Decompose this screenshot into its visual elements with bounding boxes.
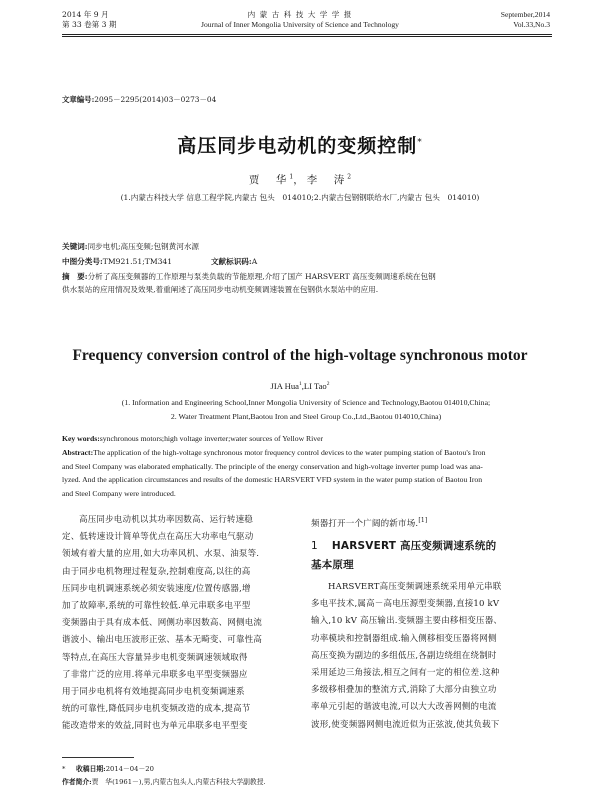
running-header-right — [501, 10, 550, 30]
keywords-en-value: synchronous motors;high voltage inverter;water sources of Yellow River — [99, 434, 324, 443]
body-column-right — [311, 512, 551, 734]
body-line: 统的可靠性,降低同步电机变频改造的成本,提高节 — [62, 704, 251, 715]
header-volume-cn: 第 33 卷第 3 期 — [62, 20, 117, 29]
body-line: 定、低转速设计简单等优点在高压大功率电气驱动 — [62, 532, 254, 543]
journal-name-en: Journal of Inner Mongolia University of Science and Technology — [201, 20, 399, 29]
body-line: HARSVERT高压变频调速系统采用单元串联 — [328, 582, 502, 593]
article-number-label: 文章编号: — [62, 95, 95, 104]
header-rule-thin — [62, 36, 552, 37]
body-line — [311, 512, 551, 533]
article-number — [62, 94, 216, 105]
abstract-en-line-3: lyzed. And the application circumstances and results of the domestic HARSVERT VFD system in the water pump station of Baotou Iron — [62, 475, 483, 484]
citation-ref: [1] — [418, 517, 428, 524]
body-line: 高压变换为副边的多组低压,各副边绕组在绕制时 — [311, 650, 497, 661]
footnote-star: * — [62, 765, 66, 773]
body-line: 多电平技术,属高－高电压源型变频器,直接10 kV — [311, 599, 500, 610]
abstract-en-line-1: The application of the high-voltage synchronous motor frequency control devices to the water pumping station of Baotou's Iron — [93, 448, 486, 457]
received-value: 2014－04－20 — [105, 765, 154, 773]
footnote-received — [62, 764, 154, 775]
journal-name-cn: 内 蒙 古 科 技 大 学 学 报 — [247, 10, 353, 19]
clc-value: TM921.51;TM341 — [102, 257, 173, 266]
body-line: 能改造带来的效益,同时也为单元串联多电平型变 — [62, 721, 248, 732]
body-line: 了非常广泛的应用.将单元串联多电平型变频器应 — [62, 669, 248, 680]
title-footnote-mark: * — [417, 137, 423, 148]
affiliation-en-line-2: 2. Water Treatment Plant,Baotou Iron and Steel Group Co.,Ltd.,Baotou 014010,China) — [170, 412, 442, 421]
abstract-en — [62, 446, 550, 500]
body-line: 用于同步电机将有效地提高同步电机变频调速系 — [62, 687, 245, 698]
affiliation-en-line-1: (1. Information and Engineering School,Inner Mongolia University of Science and Technology,Baotou 014010,China; — [121, 398, 491, 407]
body-line: 变频器由于具有成本低、网侧功率因数高、网侧电流 — [62, 618, 263, 629]
authors-en — [0, 381, 600, 391]
body-line: 波形,使变频器网侧电流近似为正弦波,使其负载下 — [311, 719, 500, 730]
article-number-value: 2095－2295(2014)03－0273－04 — [94, 95, 217, 104]
body-line: 多级移相叠加的整流方式,消除了大部分由独立功 — [311, 685, 497, 696]
received-label: 收稿日期: — [76, 765, 106, 773]
keywords-cn-value: 同步电机;高压变频;包钢黄河水源 — [87, 242, 200, 251]
abstract-en-line-2: and Steel Company was elaborated emphatically. The principle of the energy conservation and high-voltage inverter pump load was ana- — [62, 461, 483, 471]
body-line: 高压同步电动机以其功率因数高、运行转速稳 — [79, 515, 254, 525]
paper-title-cn — [0, 131, 600, 158]
body-line: 谐波小、输出电压波形正弦、基本无畸变、可靠性高 — [62, 635, 263, 646]
header-rule — [62, 34, 552, 35]
title-cn-text: 高压同步电动机的变频控制 — [177, 135, 418, 157]
header-volume-en: Vol.33,No.3 — [513, 20, 550, 29]
authors-cn — [0, 172, 600, 187]
abstract-cn-line-2: 供水泵站的应用情况及效果,着重阐述了高压同步电动机变频调速装置在包钢供水泵站中的应用. — [62, 285, 379, 294]
body-line: 压同步电机调速系统必须安装速度/位置传感器,增 — [62, 583, 251, 594]
author-separator-en: , — [301, 381, 304, 391]
abstract-en-line-4: and Steel Company were introduced. — [62, 488, 176, 498]
keywords-cn — [62, 240, 550, 253]
keywords-en — [62, 432, 550, 446]
doc-code-value: A — [251, 257, 258, 266]
abstract-en-label: Abstract: — [62, 448, 94, 457]
section-title-line-2: 基本原理 — [311, 559, 354, 572]
clc-line — [62, 255, 550, 268]
affiliation-cn: (1.内蒙古科技大学 信息工程学院,内蒙古 包头 014010;2.内蒙古包钢钢联给水厂,内蒙古 包头 014010) — [120, 193, 480, 202]
section-number: 1 — [311, 540, 318, 553]
author-2-cn: 李 涛 — [306, 174, 348, 186]
body-line: 功率模块和控制器组成.输入侧移相变压器将网侧 — [311, 633, 497, 644]
author-1-en: JIA Hua — [270, 381, 299, 391]
header-date: 2014 年 9 月 — [62, 10, 109, 19]
section-heading — [311, 537, 551, 575]
author-1-cn-affil: 1 — [289, 173, 294, 181]
footnote-author — [62, 777, 266, 788]
author-2-en: LI Tao — [303, 381, 327, 391]
author-2-en-affil: 2 — [326, 381, 330, 388]
author-1-en-affil: 1 — [298, 381, 302, 388]
footnote-rule — [62, 757, 134, 758]
body-line: 等特点,在高压大容量异步电机变频调速领域取得 — [62, 652, 248, 663]
header-date-en: September,2014 — [500, 10, 550, 19]
keywords-cn-label: 关键词: — [62, 242, 88, 251]
author-bio-value: 贾 华(1961－),男,内蒙古包头人,内蒙古科技大学副教授. — [91, 778, 266, 786]
body-line: 率单元引起的谐波电流,可以大大改善网侧的电流 — [311, 702, 497, 713]
body-line: 采用延边三角接法,相互之间有一定的相位差.这种 — [311, 668, 500, 679]
abstract-cn — [62, 270, 550, 296]
doc-code-label: 文献标识码: — [210, 257, 252, 266]
author-separator-cn: ， — [293, 174, 307, 186]
body-line: 由于同步电机物理过程复杂,控制难度高,以往的高 — [62, 566, 251, 577]
body-column-left — [62, 512, 292, 736]
author-1-cn: 贾 华 — [248, 174, 290, 186]
abstract-cn-label: 摘 要: — [62, 272, 88, 281]
abstract-cn-line-1: 分析了高压变频器的工作原理与泵类负载的节能原理,介绍了国产 HARSVERT 高压变频调速系统在包钢 — [87, 272, 436, 281]
affiliation-en — [62, 396, 550, 424]
paper-title-en: Frequency conversion control of the high-voltage synchronous motor — [72, 347, 528, 364]
body-line: 领域有着大量的应用,如大功率风机、水泵、油泵等. — [62, 549, 260, 560]
section-title-line-1: HARSVERT 高压变频调速系统的 — [331, 540, 497, 553]
body-line: 加了故障率,系统的可靠性较低.单元串联多电平型 — [62, 601, 251, 612]
author-bio-label: 作者简介: — [62, 778, 92, 786]
body-line-text: 频器打开一个广阔的新市场. — [311, 518, 419, 529]
body-line: 输入,10 kV 高压输出.变频器主要由移相变压器、 — [311, 616, 503, 627]
keywords-en-label: Key words: — [62, 434, 100, 443]
author-2-cn-affil: 2 — [347, 173, 352, 181]
clc-label: 中图分类号: — [62, 257, 103, 266]
